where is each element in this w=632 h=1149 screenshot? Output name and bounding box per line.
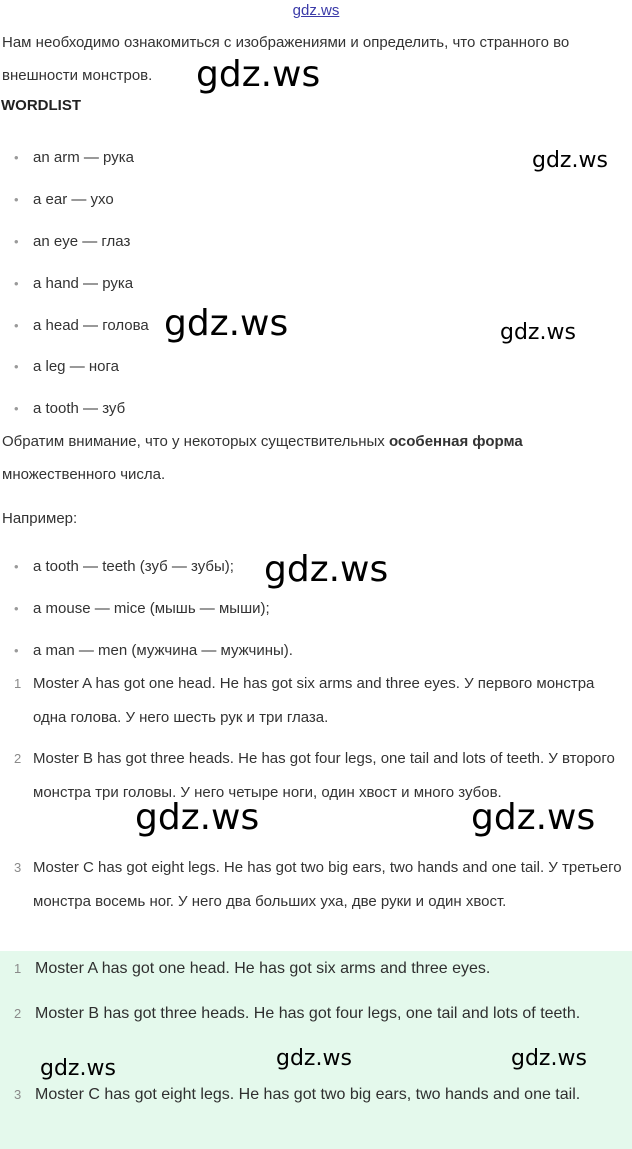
plural-note: Обратим внимание, что у некоторых существительных особенная форма множественного числа. <box>2 433 523 483</box>
item-text: Moster A has got one head. He has got six arms and three eyes. У первого монстра одна голова. У него шесть рук и три глаза. <box>33 675 595 726</box>
item-number: 2 <box>14 751 22 766</box>
watermark: gdz.ws <box>196 54 321 95</box>
watermark: gdz.ws <box>511 1046 587 1071</box>
plural-note-bold: особенная форма <box>388 433 523 450</box>
bullet-icon: • <box>14 318 19 333</box>
bullet-icon: • <box>14 601 19 616</box>
answer-number: 3 <box>14 1087 22 1102</box>
item-number: 1 <box>14 676 22 691</box>
item-number: 3 <box>14 860 22 875</box>
answer-text: Moster A has got one head. He has got six arms and three eyes. <box>35 960 491 977</box>
bullet-icon: • <box>14 643 19 658</box>
watermark: gdz.ws <box>264 549 389 590</box>
bullet-icon: • <box>14 234 19 249</box>
intro-paragraph: Нам необходимо ознакомиться с изображениями и определить, что странного во внешности монстров. <box>2 34 570 84</box>
watermark: gdz.ws <box>135 797 260 838</box>
bullet-icon: • <box>14 150 19 165</box>
bullet-icon: • <box>14 276 19 291</box>
watermark: gdz.ws <box>40 1056 116 1081</box>
answer-text: Moster C has got eight legs. He has got two big ears, two hands and one tail. <box>35 1086 581 1103</box>
answer-number: 2 <box>14 1006 22 1021</box>
watermark: gdz.ws <box>164 303 289 344</box>
wordlist-title: WORDLIST <box>1 97 81 114</box>
example-label: Например: <box>2 510 78 527</box>
bullet-icon: • <box>14 559 19 574</box>
header-watermark-link[interactable]: gdz.ws <box>292 2 340 19</box>
watermark: gdz.ws <box>276 1046 352 1071</box>
answer-number: 1 <box>14 961 22 976</box>
bullet-icon: • <box>14 359 19 374</box>
item-text: Moster C has got eight legs. He has got two big ears, two hands and one tail. У третьего монстра восемь ног. У него два больших уха, две руки и один хвост. <box>33 859 622 910</box>
watermark: gdz.ws <box>532 148 608 173</box>
bullet-icon: • <box>14 401 19 416</box>
answer-text: Moster B has got three heads. He has got four legs, one tail and lots of teeth. <box>35 1005 581 1022</box>
watermark: gdz.ws <box>471 797 596 838</box>
item-text: Moster B has got three heads. He has got four legs, one tail and lots of teeth. У второго монстра три головы. У него четыре ноги, один хвост и много зубов. <box>33 750 615 801</box>
watermark: gdz.ws <box>500 320 576 345</box>
bullet-icon: • <box>14 192 19 207</box>
